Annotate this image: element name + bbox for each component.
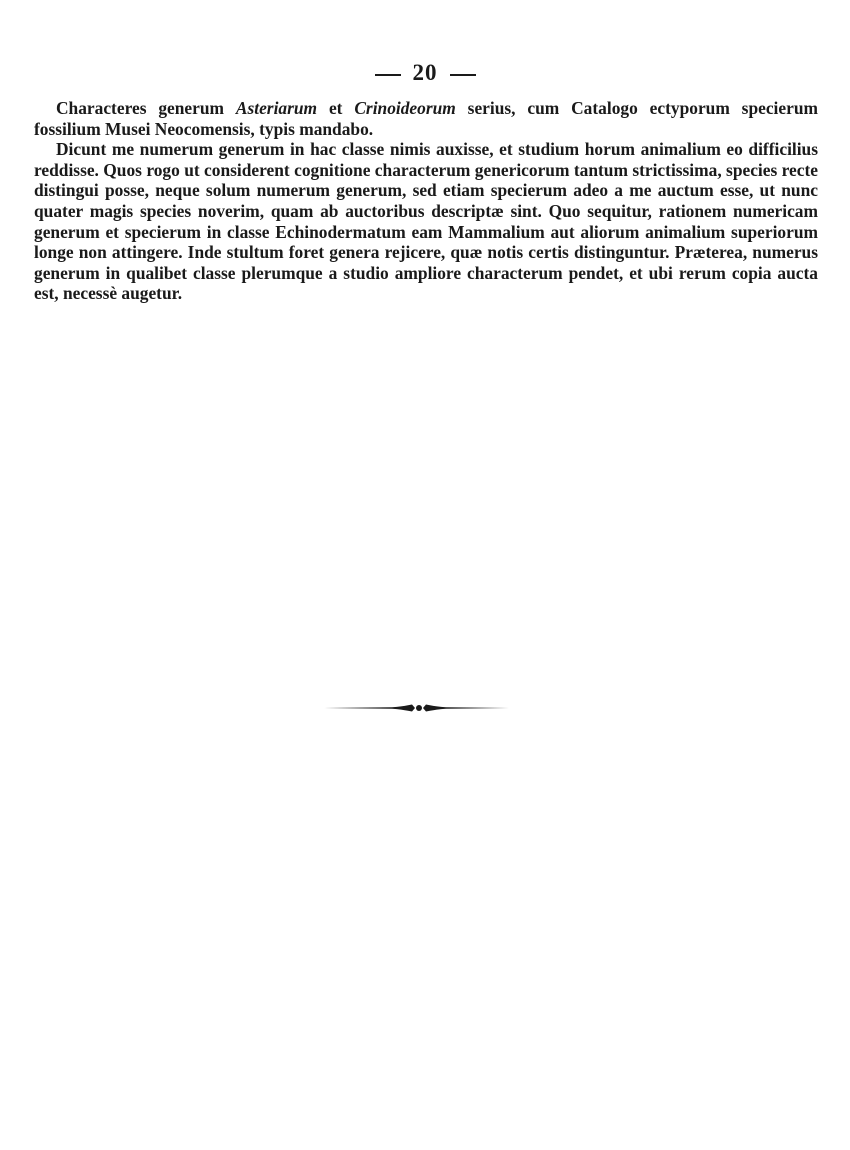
paragraph-1-genus-asteriarum: Asteriarum: [235, 98, 318, 118]
printers-ornament-rule-icon: [322, 698, 516, 718]
body-text: [34, 98, 818, 304]
page-number-value: 20: [412, 60, 438, 85]
paragraph-1-text-c: serius, cum Catalogo ectyporum specierum fossilium Musei Neocomensis, typis mandabo.: [34, 98, 818, 139]
paragraph-1-text-a: Characteres generum: [56, 98, 236, 118]
paragraph-2: Dicunt me numerum generum in hac classe nimis auxisse, et studium horum animalium eo difficilius reddisse. Quos rogo ut considerent cognitione characterum genericorum tantum strictissima, species recte distingui posse, neque solum numerum generum, sed etiam specierum adeo a me auctum esse, ut nunc quater magis species noverim, quam ab auctoribus descriptæ sint. Quo sequitur, rationem numericam generum et specierum in classe Echinodermatum eam Mammalium aut aliorum animalium superiorum longe non attingere. Inde stultum foret genera rejicere, quæ notis certis distinguntur. Præterea, numerus generum in qualibet classe plerumque a studio ampliore characterum pendet, et ubi rerum copia aucta est, necessè augetur.: [34, 139, 818, 304]
page-number-dash-left: [375, 74, 401, 76]
page-number-dash-right: [450, 74, 476, 76]
paragraph-1: [34, 98, 818, 139]
paragraph-1-text-b: et: [317, 98, 355, 118]
page-number: [0, 60, 850, 86]
paragraph-1-genus-crinoideorum: Crinoideorum: [354, 98, 456, 118]
